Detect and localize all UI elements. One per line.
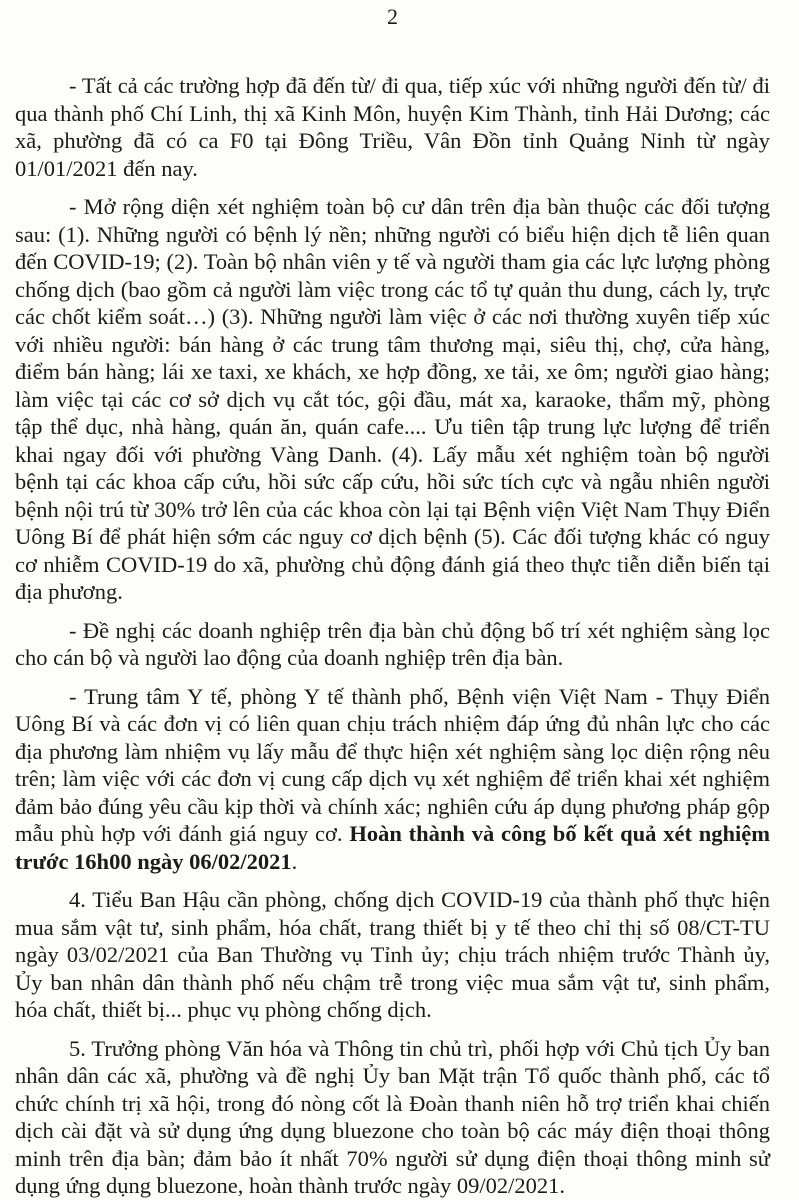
paragraph-5: [15, 886, 770, 1024]
paragraph-2: [15, 193, 770, 606]
paragraph-3: [15, 617, 770, 672]
paragraph-text: - Tất cả các trường hợp đã đến từ/ đi qua, tiếp xúc với những người đến từ/ đi qua thành phố Chí Linh, thị xã Kinh Môn, huyện Kim Thành, tỉnh Hải Dương; các xã, phường đã có ca F0 tại Đông Triều, Vân Đồn tỉnh Quảng Ninh từ ngày 01/01/2021 đến nay.: [15, 73, 770, 181]
paragraph-text: - Mở rộng diện xét nghiệm toàn bộ cư dân trên địa bàn thuộc các đối tượng sau: (1). Những người có bệnh lý nền; những người có biểu hiện dịch tễ liên quan đến COVID-19; (2). Toàn bộ nhân viên y tế và người tham gia các lực lượng phòng chống dịch (bao gồm cả người làm việc trong các tổ tự quản thu dung, cách ly, trực các chốt kiểm soát…) (3). Những người làm việc ở các nơi thường xuyên tiếp xúc với nhiều người: bán hàng ở các trung tâm thương mại, siêu thị, chợ, cửa hàng, điểm bán hàng; lái xe taxi, xe khách, xe hợp đồng, xe tải, xe ôm; người giao hàng; làm việc tại các cơ sở dịch vụ cắt tóc, gội đầu, mát xa, karaoke, thẩm mỹ, phòng tập thể dục, nhà hàng, quán ăn, quán cafe.... Ưu tiên tập trung lực lượng để triển khai ngay đối với phường Vàng Danh. (4). Lấy mẫu xét nghiệm toàn bộ người bệnh tại các khoa cấp cứu, hồi sức cấp cứu, hồi sức tích cực và ngẫu nhiên người bệnh nội trú từ 30% trở lên của các khoa còn lại tại Bệnh viện Việt Nam Thụy Điển Uông Bí để phát hiện sớm các nguy cơ dịch bệnh (5). Các đối tượng khác có nguy cơ nhiễm COVID-19 do xã, phường chủ động đánh giá theo thực tiễn diễn biến tại địa phương.: [15, 194, 770, 604]
paragraph-1: [15, 72, 770, 182]
paragraph-text: 5. Trưởng phòng Văn hóa và Thông tin chủ trì, phối hợp với Chủ tịch Ủy ban nhân dân các xã, phường và đề nghị Ủy ban Mặt trận Tổ quốc thành phố, các tổ chức chính trị xã hội, trong đó nòng cốt là Đoàn thanh niên hỗ trợ triển khai chiến dịch cài đặt và sử dụng ứng dụng bluezone cho toàn bộ các máy điện thoại thông minh trên địa bàn; đảm bảo ít nhất 70% người sử dụng điện thoại thông minh sử dụng ứng dụng bluezone, hoàn thành trước ngày 09/02/2021.: [15, 1035, 770, 1198]
paragraph-text: - Trung tâm Y tế, phòng Y tế thành phố, Bệnh viện Việt Nam - Thụy Điển Uông Bí và các đơn vị có liên quan chịu trách nhiệm đáp ứng đủ nhân lực cho các địa phương làm nhiệm vụ lấy mẫu để thực hiện xét nghiệm sàng lọc diện rộng nêu trên; làm việc với các đơn vị cung cấp dịch vụ xét nghiệm để triển khai xét nghiệm đảm bảo đúng yêu cầu kịp thời và chính xác; nghiên cứu áp dụng phương pháp gộp mẫu phù hợp với đánh giá nguy cơ.: [15, 683, 770, 846]
page-number: 2: [387, 4, 398, 29]
paragraph-4: [15, 683, 770, 876]
paragraph-6: [15, 1035, 770, 1200]
paragraph-text: .: [291, 848, 298, 874]
paragraph-text-bold: Hoàn thành và công bố kết quả xét nghiệm trước 16h00 ngày 06/02/2021: [15, 821, 770, 874]
paragraph-text: - Đề nghị các doanh nghiệp trên địa bàn chủ động bố trí xét nghiệm sàng lọc cho cán bộ và người lao động của doanh nghiệp trên địa bàn.: [15, 617, 770, 670]
document-body: [15, 72, 770, 1200]
paragraph-text: 4. Tiểu Ban Hậu cần phòng, chống dịch COVID-19 của thành phố thực hiện mua sắm vật tư, sinh phẩm, hóa chất, trang thiết bị y tế theo chỉ thị số 08/CT-TU ngày 03/02/2021 của Ban Thường vụ Tỉnh ủy; chịu trách nhiệm trước Thành ủy, Ủy ban nhân dân thành phố nếu chậm trễ trong việc mua sắm vật tư, sinh phẩm, hóa chất, thiết bị... phục vụ phòng chống dịch.: [15, 887, 770, 1022]
